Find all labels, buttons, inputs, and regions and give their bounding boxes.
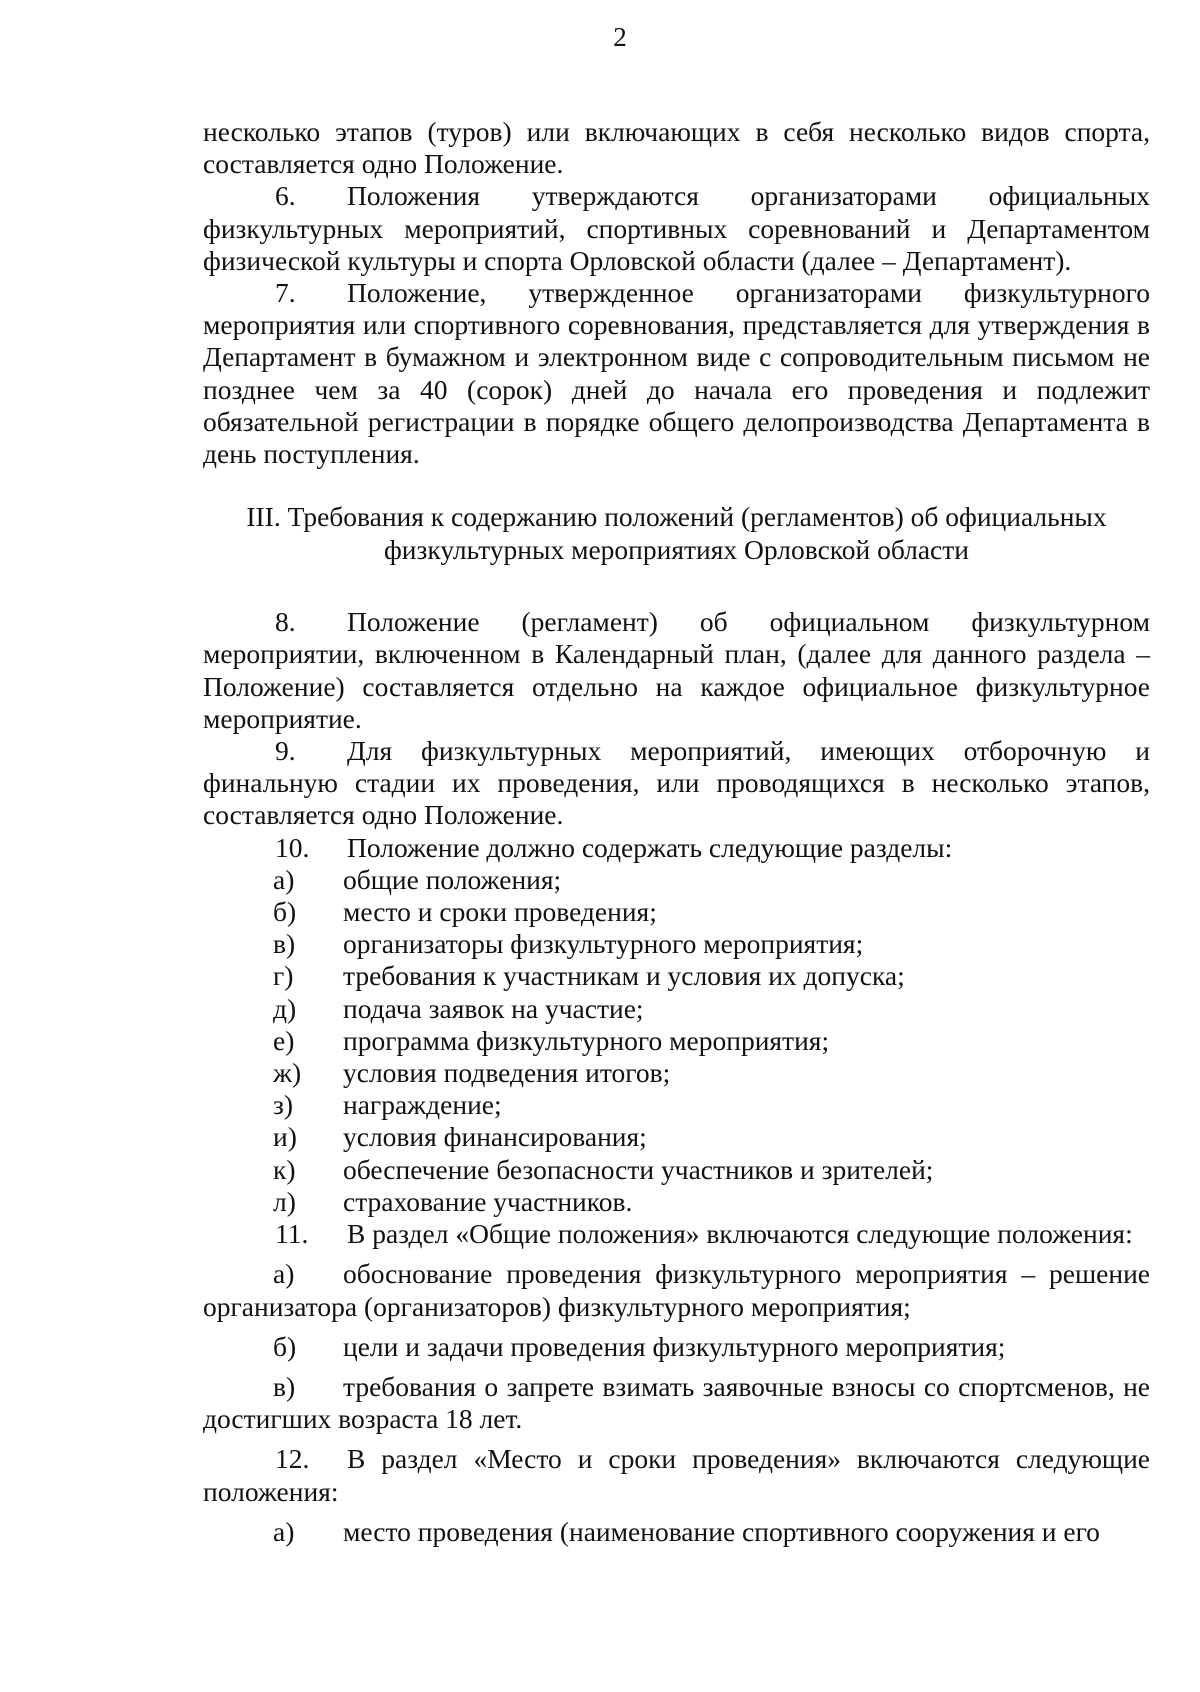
list-text: общие положения; [343,863,562,895]
item-text: Положения утверждаются организаторами официальных физкультурных мероприятий, спортивных соревнований и Департаментом физической культуры и спорта Орловской области (далее – Департамент). [203,180,1150,276]
item-text: В раздел «Общие положения» включаются следующие положения: [347,1218,1133,1250]
item-text: Положение должно содержать следующие разделы: [347,831,953,863]
item-number: 7. [275,277,296,309]
list-marker: и) [273,1121,297,1153]
list-text: программа физкультурного мероприятия; [343,1024,830,1056]
document-body [203,116,1150,1548]
list-marker: а) [273,863,295,895]
item-text: В раздел «Место и сроки проведения» включаются следующие положения: [203,1443,1150,1507]
paragraph-item-10 [203,832,1150,864]
section-heading-line: III. Требования к содержанию положений (регламентов) об официальных [246,501,1107,533]
paragraph-item-12 [203,1443,1150,1507]
list-text: обоснование проведения физкультурного мероприятия – решение организатора (организаторов) физкультурного мероприятия; [203,1258,1150,1322]
list-marker: а) [273,1515,295,1547]
list-item [203,928,1150,960]
list-marker: а) [273,1258,295,1290]
list-text: условия финансирования; [343,1121,647,1153]
list-item [203,1331,1150,1363]
item-number: 11. [275,1218,309,1250]
list-item [203,1025,1150,1057]
list-marker: е) [273,1024,295,1056]
list-text: страхование участников. [343,1185,633,1217]
list-marker: г) [273,960,294,992]
list-marker: л) [273,1185,296,1217]
list-item [203,960,1150,992]
paragraph-item-9 [203,735,1150,832]
paragraph-item-8 [203,606,1150,735]
list-item [203,1371,1150,1435]
paragraph-intro: несколько этапов (туров) или включающих в себя несколько видов спорта, составляется одно Положение. [203,116,1150,180]
section-heading [203,500,1150,566]
list-text: цели и задачи проведения физкультурного мероприятия; [343,1330,1006,1362]
list-item [203,993,1150,1025]
section-heading-line: физкультурных мероприятиях Орловской области [383,534,970,566]
list-item [203,896,1150,928]
item-number: 8. [275,606,296,638]
list-text: место проведения (наименование спортивного сооружения и его [343,1515,1100,1547]
list-text: место и сроки проведения; [343,896,657,928]
list-marker: ж) [273,1057,302,1089]
list-item [203,1516,1150,1548]
list-item [203,1258,1150,1322]
list-item [203,864,1150,896]
item-text: Положение, утвержденное организаторами физкультурного мероприятия или спортивного соревнования, представляется для утверждения в Департамент в бумажном и электронном виде с сопроводительным письмом не позднее чем за 40 (сорок) дней до начала его проведения и подлежит обязательной регистрации в порядке общего делопроизводства Департамента в день поступления. [203,277,1150,470]
list-marker: в) [273,928,296,960]
list-text: условия подведения итогов; [343,1057,671,1089]
item-text: Положение (регламент) об официальном физкультурном мероприятии, включенном в Календарный план, (далее для данного раздела – Положение) составляется отдельно на каждое официальное физкультурное мероприятие. [203,606,1150,734]
list-marker: б) [273,896,297,928]
list-marker: в) [273,1370,296,1402]
list-text: подача заявок на участие; [343,992,644,1024]
item-number: 10. [275,831,310,863]
list-item [203,1121,1150,1153]
page-number: 2 [613,22,627,52]
list-text: требования о запрете взимать заявочные взносы со спортсменов, не достигших возраста 18 лет. [203,1370,1150,1435]
list-marker: з) [273,1089,294,1121]
list-text: награждение; [343,1089,502,1121]
list-item [203,1057,1150,1089]
list-text: требования к участникам и условия их допуска; [343,960,905,992]
list-marker: д) [273,992,297,1024]
paragraph-item-11 [203,1218,1150,1250]
item-text: Для физкультурных мероприятий, имеющих отборочную и финальную стадии их проведения, или проводящихся в несколько этапов, составляется одно Положение. [203,735,1150,831]
list-item [203,1089,1150,1121]
paragraph-item-6 [203,180,1150,277]
list-marker: к) [273,1153,296,1185]
item-number: 6. [275,180,296,212]
item-number: 9. [275,735,296,767]
item-number: 12. [275,1443,310,1475]
list-item [203,1186,1150,1218]
list-text: организаторы физкультурного мероприятия; [343,928,864,960]
paragraph-item-7 [203,277,1150,470]
list-text: обеспечение безопасности участников и зрителей; [343,1153,934,1185]
list-marker: б) [273,1330,297,1362]
list-item [203,1154,1150,1186]
